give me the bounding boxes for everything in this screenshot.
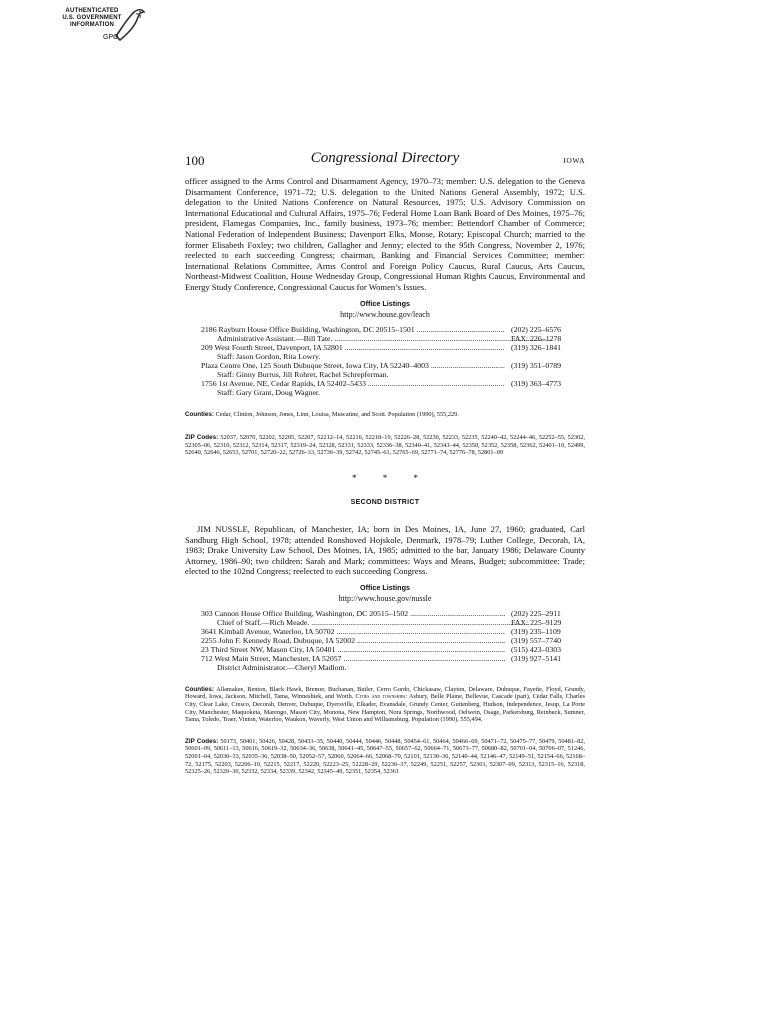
counties-text: Cedar, Clinton, Johnson, Jones, Linn, Louisa, Muscatine, and Scott. Population (1990), 555,229. [215,410,459,418]
office-row: 2255 John F. Kennedy Road, Dubuque, IA 52002 ..... (319) 557–7740 [185,636,585,645]
office-staff: Staff: Jason Gordon, Rita Lowry. [217,351,321,361]
running-header [185,150,585,172]
cities-text: Asbury, Belle Plaine, Bellevue, Cascade (part), Cedar Falls, Charles City, Clear Lake, Cresco, Decorah, Denver, Dubuque, Dyersville, Elkader, Evansdale, Grundy Center, Guttenberg, Hudson, Independence, Jesup, La Porte City, Manchester, Maquoketa, Marengo, Mason City, Monona, New Hampton, Nora Springs, Northwood, Oelwein, Osage, Parkersburg, Reinbeck, Sumner, Tama, Toledo, Traer, Vinton, Waterloo, Waukon, Waverly, West Union and Williamsburg. Population (1990), 555,494. [185,693,586,724]
gpo-authentication-logo [62,8,152,44]
zip-text: 50173, 50401, 50426, 50428, 50433–35, 50440, 50444, 50446, 50448, 50454–61, 50464, 50466–69, 50471–72, 50475–77, 50479, 50481–82, 50601–09, 50611–13, 50616, 50619–32, 50634–36, 50638, 50641–45, 50647–55, 50657–62, 50664–71, 50673–77, 50680–82, 50701–04, 50706–07, 51246, 52001–04, 52030–33, 52035–36, 52038–50, 52052–57, 52060, 52064–66, 52068–79, 52101, 52130–36, 52140–44, 52146–47, 52149–51, 52154–66, 52168–72, 52175, 52203, 52206–10, 52215, 52217, 52220, 52223–25, 52228–29, 52236–37, 52249, 52251, 52257, 52301, 52307–09, 52313, 52315–16, 52318, 52325–26, 52329–30, 52332, 52334, 52339, 52342, 52345–49, 52351, 52354, 52361 [185,737,585,776]
office-url[interactable]: http://www.house.gov/leach [340,309,430,319]
section-separator: * * * [352,472,430,483]
logo-line-2: U.S. GOVERNMENT [62,15,122,21]
zip-codes-paragraph [185,738,585,776]
zip-label: ZIP Codes: [185,434,219,442]
logo-gpo: GPO [103,34,119,41]
cities-label: Cities and townships: [355,693,408,701]
logo-line-3: INFORMATION [69,22,115,28]
office-row: Plaza Centre One, 125 South Dubuque Street, Iowa City, IA 52240–4003 ..... (319) 351–0789 [185,361,585,370]
counties-paragraph [185,411,585,419]
office-url[interactable]: http://www.house.gov/nussle [338,593,432,603]
office-row: 2186 Rayburn House Office Building, Washington, DC 20515–1501 ..... (202) 225–6576 [185,325,585,334]
office-row: 3641 Kimball Avenue, Waterloo, IA 50702 ..... (319) 235–1109 [185,627,585,636]
counties-label: Counties: [185,685,215,693]
page-title: Congressional Directory [310,150,460,166]
state-label: IOWA [563,156,585,165]
office-listings-title: Office Listings [360,582,410,592]
office-row: 303 Cannon House Office Building, Washington, DC 20515–1502 ..... (202) 225–2911 [185,609,585,618]
office-list [185,325,585,397]
office-row: Administrative Assistant.—Bill Tate. ..... FAX: 226–1278 [185,334,585,343]
zip-label: ZIP Codes: [185,737,219,745]
counties-text: Allamakee, Benton, Black Hawk, Bremer, Buchanan, Butler, Cerro Gordo, Chickasaw, Clayton, Delaware, Dubuque, Fayette, Floyd, Grundy, Howard, Iowa, Jackson, Mitchell, Tama, Winneshiek, and Worth. [185,685,585,701]
eagle-icon [112,6,146,42]
office-row: 1756 1st Avenue, NE, Cedar Rapids, IA 52402–5433 ..... (319) 363–4773 [185,379,585,388]
district-heading: SECOND DISTRICT [350,498,420,506]
zip-text: 52037, 52070, 52202, 52205, 52207, 52212–14, 52216, 52218–19, 52226–28, 52230, 52233, 52235, 52240–42, 52244–46, 52252–55, 52302, 52305–06, 52310, 52312, 52314, 52317, 52319–24, 52328, 52331, 52333, 52336–38, 52340–41, 52343–44, 52350, 52352, 52358, 52362, 52401–10, 52499, 52640, 52646, 52653, 52701, 52720–22, 52726–33, 52736–39, 52742, 52745–61, 52765–69, 52771–74, 52776–78, 52801–09 [185,434,585,457]
office-staff: District Administrator.—Cheryl Madlom. [217,662,347,672]
zip-codes-paragraph [185,434,585,457]
counties-label: Counties: [185,410,215,418]
office-row: 23 Third Street NW, Mason City, IA 50401 ..... (515) 423–0303 [185,645,585,654]
office-row: 712 West Main Street, Manchester, IA 52057 ..... (319) 927–5141 [185,654,585,663]
page-number: 100 [185,153,205,168]
office-row: 209 West Fourth Street, Davenport, IA 52801 ..... (319) 326–1841 [185,343,585,352]
counties-paragraph [185,686,585,724]
page-content [185,150,585,776]
logo-line-1: AUTHENTICATED [65,8,119,14]
biography-continued: officer assigned to the Arms Control and Disarmament Agency, 1970–73; member: U.S. delegation to the Geneva Disarmament Conference, 1971–72; U.S. delegation to the United Nations General Assembly, 1972; U.S. delegation to the United Nations Conference on Natural Resources, 1975; U.S. Advisory Commission on International Educational and Cultural Affairs, 1975–76; Federal Home Loan Bank Board of Des Moines, 1975–76; president, Flamegas Companies, Inc., family business, 1973–76; member: Bettendorf Chamber of Commerce; National Federation of Independent Business; Davenport Elks, Moose, Rotary; Episcopal Church; married to the former Elisabeth Foxley; two children, Gallagher and Jenny; elected to the 95th Congress, November 2, 1976; reelected to each succeeding Congress; chairman, Banking and Financial Services Committee; member: International Relations Committee, Arms Control and Foreign Policy Caucus, Rural Caucus, Arts Caucus, Northeast-Midwest Coalition, House Wednesday Group, Congressional Human Rights Caucus, Environmental and Energy Study Conference, Congressional Caucus for Women’s Issues. [185,176,585,292]
office-staff: Staff: Ginny Burrus, Jill Rohret, Rachel Schrepferman. [217,369,389,379]
office-list [185,609,585,672]
office-row: Chief of Staff.—Rich Meade. ..... FAX: 225–9129 [185,618,585,627]
biography: JIM NUSSLE, Republican, of Manchester, IA; born in Des Moines, IA, June 27, 1960; graduated, Carl Sandburg High School, 1978; attended Ronshoved Hojskole, Denmark, 1978–79; Luther College, Decorah, IA, 1983; Drake University Law School, Des Moines, IA, 1985; admitted to the bar, January 1986; Delaware County Attorney, 1986–90; two children: Sarah and Mark; committees: Ways and Means, Budget; subcommittee: Trade; elected to the 102nd Congress; reelected to each succeeding Congress. [185,523,585,577]
office-listings-title: Office Listings [360,298,410,308]
office-staff: Staff: Gary Grant, Doug Wagner. [217,387,321,397]
